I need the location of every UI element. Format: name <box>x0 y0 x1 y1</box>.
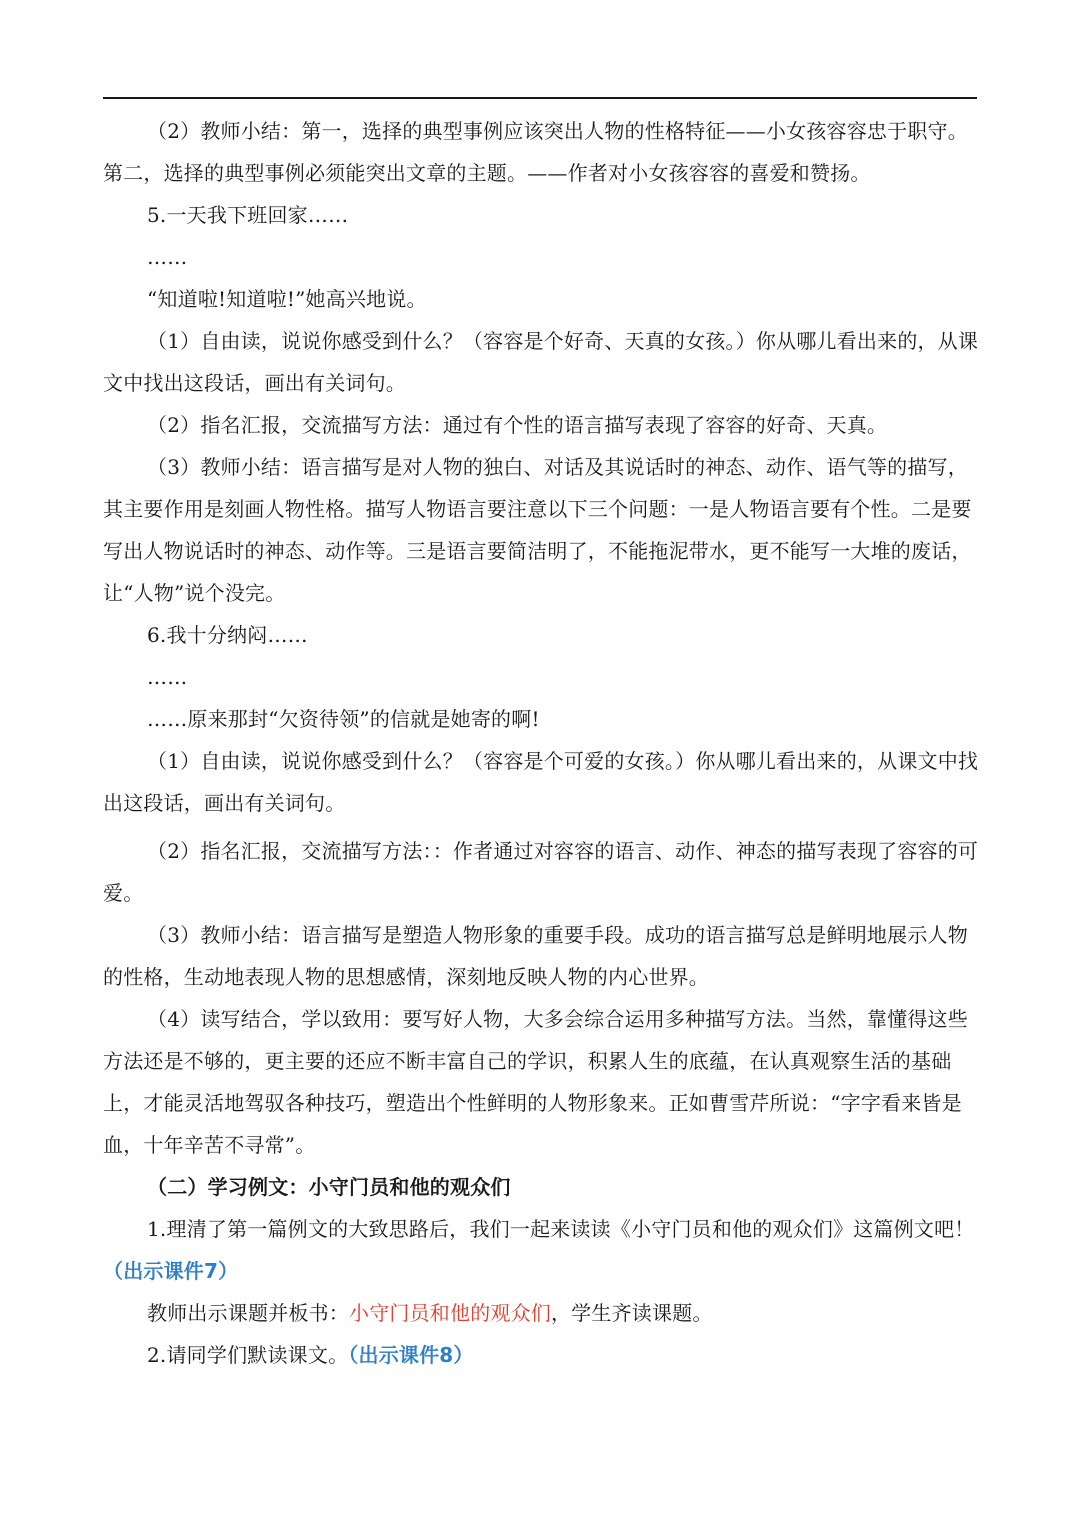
step-1-text: 1.理清了第一篇例文的大致思路后，我们一起来读读《小守门员和他的观众们》这篇例文吧！ <box>147 1217 975 1241</box>
courseware-ref-8: （出示课件8） <box>348 1343 474 1367</box>
paragraph-quote: “知道啦!知道啦!”她高兴地说。 <box>147 287 427 311</box>
courseware-ref-7: （出示课件7） <box>103 1259 239 1283</box>
board-title-highlight: 小守门员和他的观众们 <box>349 1301 551 1325</box>
section-heading: （二）学习例文：小守门员和他的观众们 <box>147 1175 511 1199</box>
paragraph-board-title <box>103 1292 983 1334</box>
paragraph-section-6: 6.我十分纳闷…… <box>147 623 308 647</box>
paragraph-free-read-2: （1）自由读，说说你感受到什么？（容容是个可爱的女孩。）你从哪儿看出来的，从课文中找出这段话，画出有关词句。 <box>103 749 979 815</box>
board-prefix: 教师出示课题并板书： <box>147 1301 349 1325</box>
paragraph-summary-2: （3）教师小结：语言描写是对人物的独白、对话及其说话时的神态、动作、语气等的描写，其主要作用是刻画人物性格。描写人物语言要注意以下三个问题：一是人物语言要有个性。二是要写出人物说话时的神态、动作等。三是语言要简洁明了，不能拖泥带水，更不能写一大堆的废话，让“人物”说个没完。 <box>103 455 972 605</box>
paragraph-ellipsis: …… <box>147 665 188 689</box>
step-2-text: 2.请同学们默读课文。 <box>147 1343 349 1367</box>
paragraph-summary-1: （2）教师小结：第一，选择的典型事例应该突出人物的性格特征——小女孩容容忠于职守。 第二，选择的典型事例必须能突出文章的主题。——作者对小女孩容容的喜爱和赞扬。 <box>103 119 968 185</box>
paragraph-free-read-1: （1）自由读，说说你感受到什么？（容容是个好奇、天真的女孩。）你从哪儿看出来的，从课文中找出这段话，画出有关词句。 <box>103 329 979 395</box>
paragraph-summary-3: （3）教师小结：语言描写是塑造人物形象的重要手段。成功的语言描写总是鲜明地展示人物的性格，生动地表现人物的思想感情，深刻地反映人物的内心世界。 <box>103 923 968 989</box>
paragraph-report-2: （2）指名汇报，交流描写方法：：作者通过对容容的语言、动作、神态的描写表现了容容的可爱。 <box>103 839 979 905</box>
paragraph-letter: ……原来那封“欠资待领”的信就是她寄的啊! <box>147 707 540 731</box>
paragraph-report-1: （2）指名汇报，交流描写方法：通过有个性的语言描写表现了容容的好奇、天真。 <box>147 413 888 437</box>
document-body <box>103 110 983 1376</box>
paragraph-step-2 <box>103 1334 983 1376</box>
paragraph-read-write: （4）读写结合，学以致用：要写好人物，大多会综合运用多种描写方法。当然，靠懂得这些方法还是不够的，更主要的还应不断丰富自己的学识，积累人生的底蕴，在认真观察生活的基础上，才能灵活地驾驭各种技巧，塑造出个性鲜明的人物形象来。正如曹雪芹所说：“字字看来皆是血，十年辛苦不寻常”。 <box>103 1007 968 1157</box>
header-rule <box>103 97 977 99</box>
paragraph-section-5: 5.一天我下班回家…… <box>147 203 349 227</box>
board-suffix: ，学生齐读课题。 <box>551 1301 713 1325</box>
paragraph-step-1 <box>103 1208 983 1292</box>
paragraph-ellipsis: …… <box>147 245 188 269</box>
